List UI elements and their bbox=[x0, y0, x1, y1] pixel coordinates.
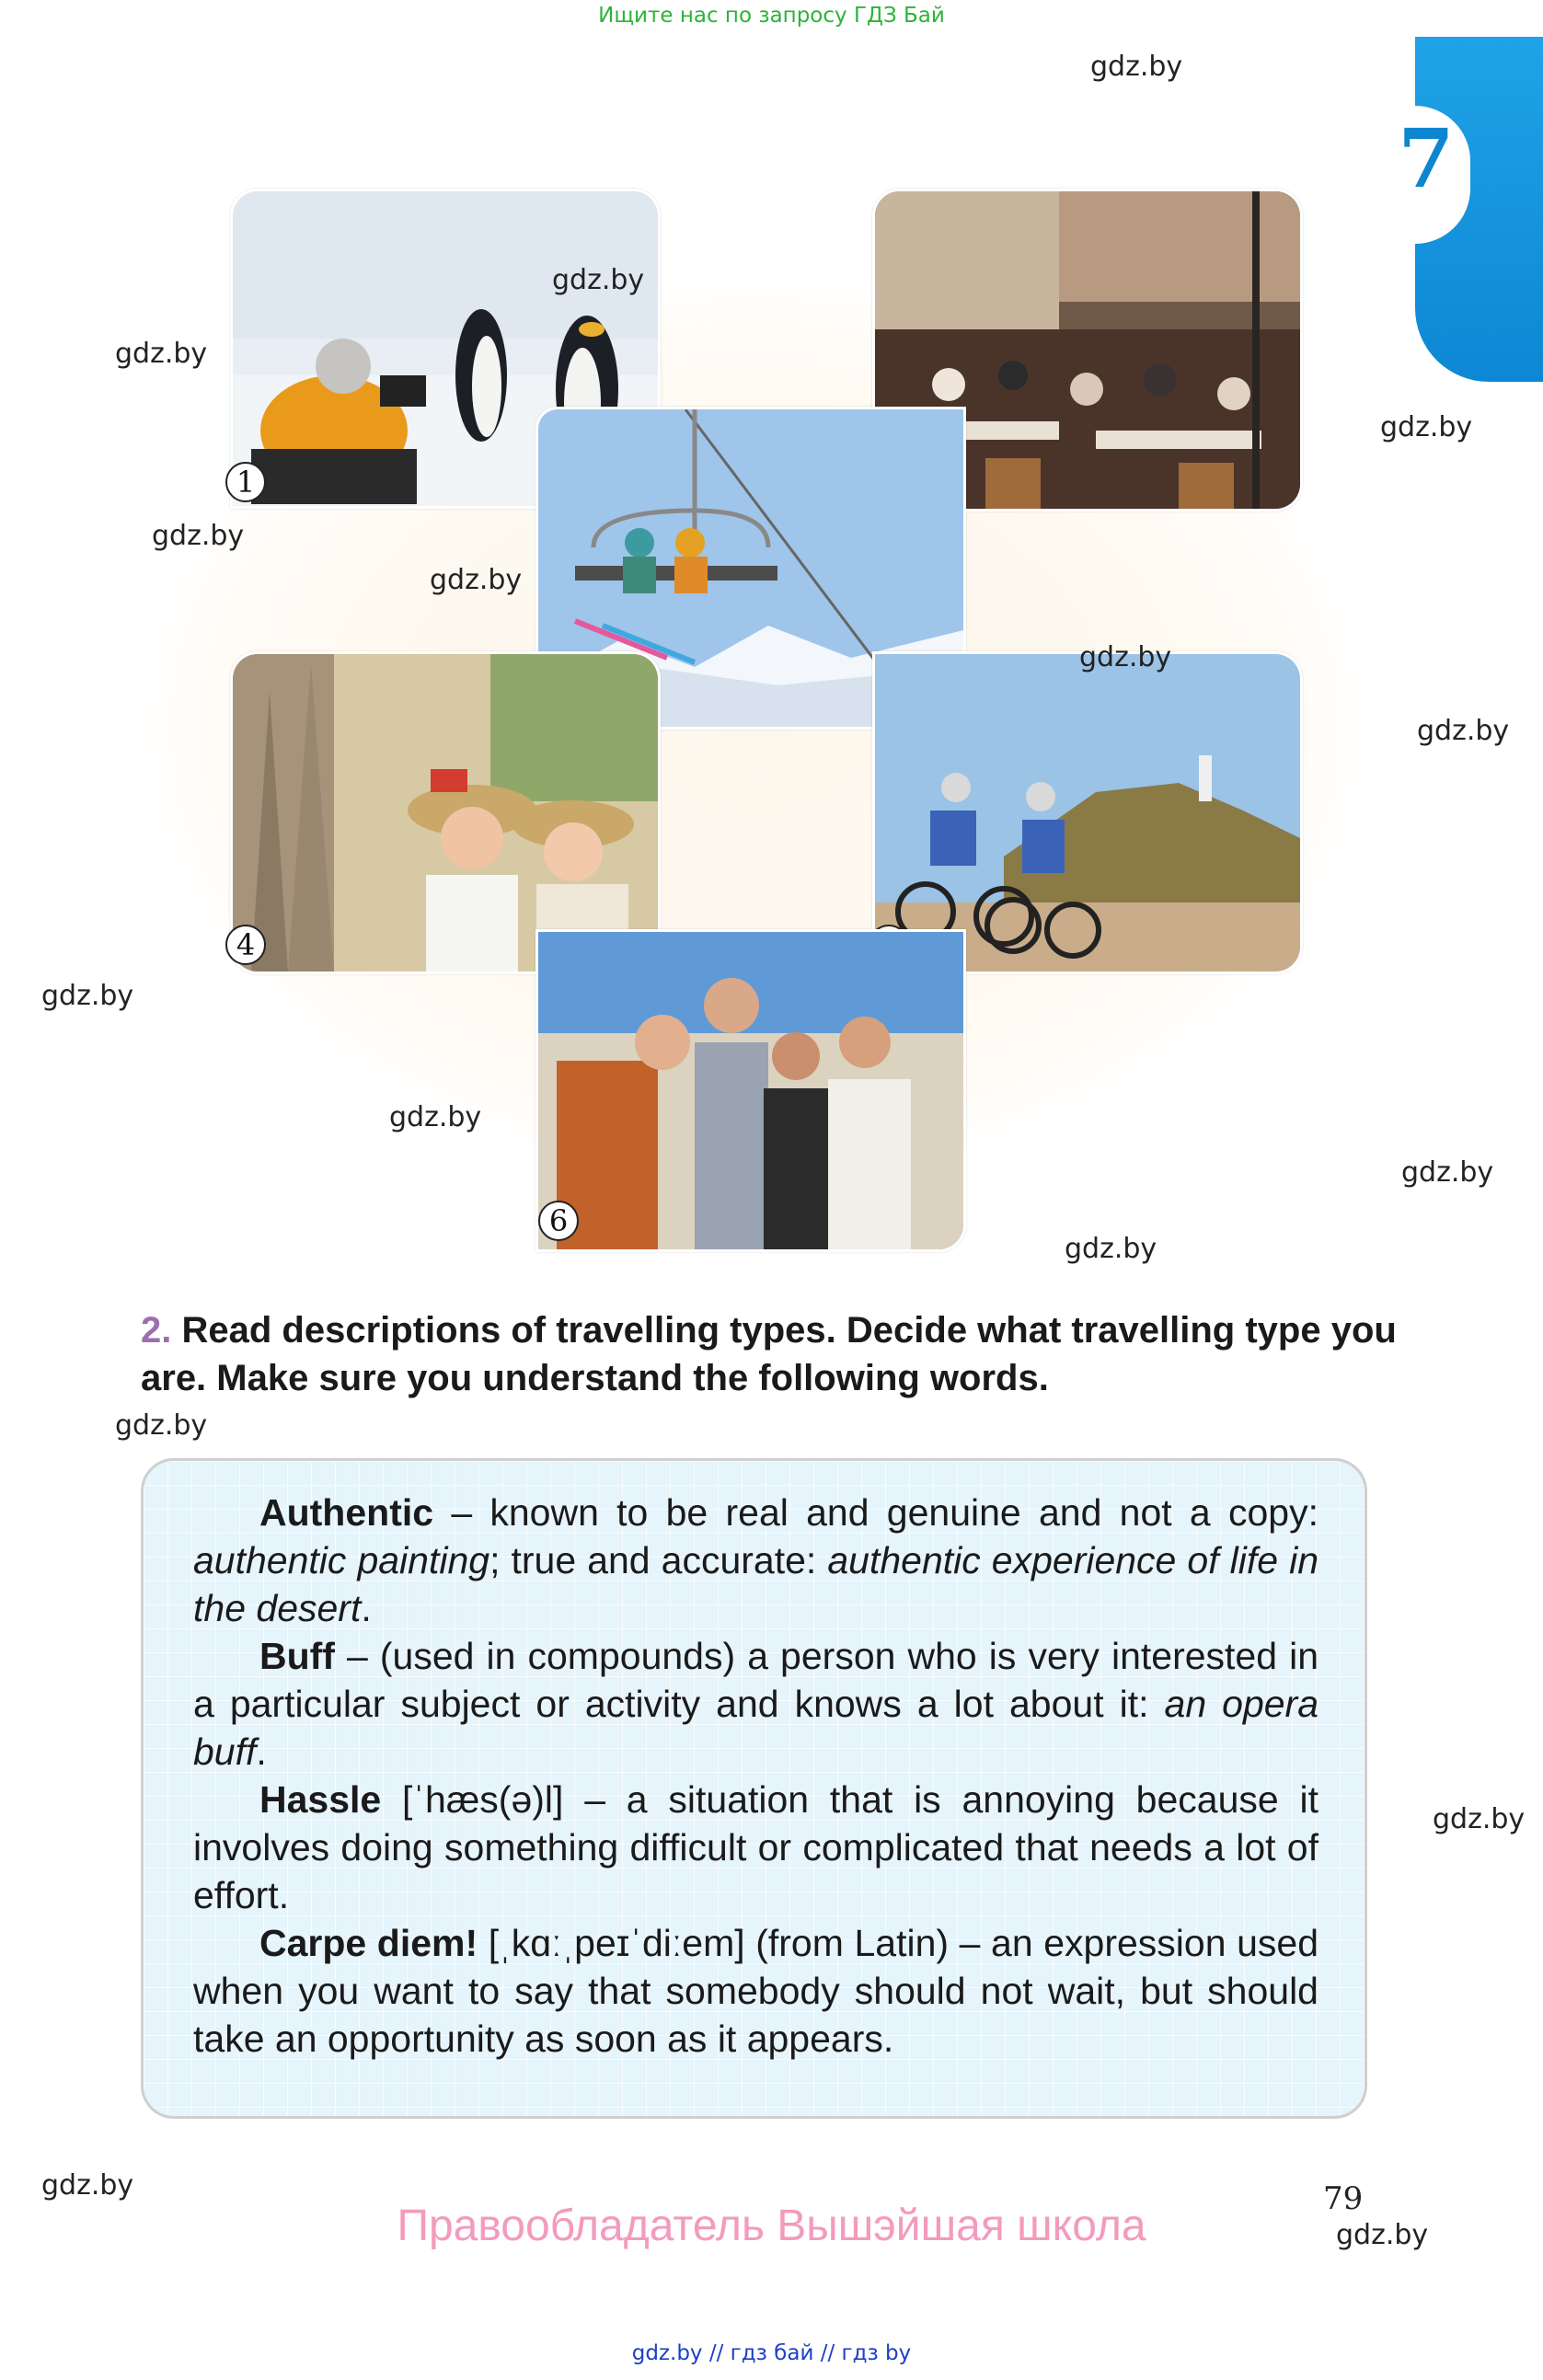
watermark: gdz.by bbox=[389, 1101, 482, 1133]
unit-number: 7 bbox=[1398, 110, 1455, 206]
watermark: gdz.by bbox=[430, 564, 523, 596]
watermark: gdz.by bbox=[115, 338, 208, 370]
vocab-term: Authentic bbox=[259, 1491, 434, 1534]
vocab-entry-carpe-diem: Carpe diem! [ˌkɑːˌpeɪˈdiːem] (from Latin) – an expression used when you want to say that somebody should not wait, but should take an opportunity as soon as it appears. bbox=[193, 1922, 1318, 2060]
watermark: gdz.by bbox=[152, 520, 245, 552]
vocab-entry-hassle: Hassle [ˈhæs(ə)l] – a situation that is annoying because it involves doing something difficult or complicated that needs a lot of effort. bbox=[193, 1778, 1318, 1916]
watermark: gdz.by bbox=[115, 1409, 208, 1442]
watermark: gdz.by bbox=[1079, 641, 1172, 673]
photo-selfie bbox=[230, 651, 661, 974]
watermark: gdz.by bbox=[1336, 2219, 1429, 2251]
vocab-entry-buff: Buff – (used in compounds) a person who is very interested in a particular subject or activity and knows a lot about it: an opera buff. bbox=[193, 1635, 1319, 1773]
watermark: gdz.by bbox=[41, 2169, 134, 2202]
watermark: gdz.by bbox=[1380, 411, 1473, 443]
task-text: Read descriptions of travelling types. Decide what travelling type you are. Make sure you understand the following words. bbox=[141, 1310, 1397, 1398]
top-banner[interactable]: Ищите нас по запросу ГДЗ Бай bbox=[598, 4, 945, 28]
watermark: gdz.by bbox=[552, 264, 645, 296]
vocab-term: Carpe diem! bbox=[259, 1922, 478, 1964]
watermark: gdz.by bbox=[1417, 715, 1510, 747]
watermark: gdz.by bbox=[1401, 1156, 1494, 1189]
watermark: gdz.by bbox=[41, 980, 134, 1012]
photo-friends bbox=[535, 929, 966, 1252]
photo-number-badge: 6 bbox=[538, 1201, 579, 1241]
page-number: 79 bbox=[1323, 2180, 1364, 2217]
photo-number-badge: 1 bbox=[225, 462, 266, 502]
watermark: gdz.by bbox=[1433, 1803, 1526, 1835]
photo-cyclists bbox=[872, 651, 1303, 974]
task-instruction bbox=[141, 1306, 1429, 1402]
watermark: gdz.by bbox=[1065, 1233, 1157, 1265]
task-number: 2. bbox=[141, 1310, 172, 1351]
vocab-entry-authentic: Authentic – known to be real and genuine and not a copy: authentic painting; true and accurate: authentic experience of life in the desert. bbox=[193, 1491, 1319, 1629]
footer-links[interactable]: gdz.by // гдз бай // гдз by bbox=[631, 2341, 912, 2365]
watermark: gdz.by bbox=[1090, 51, 1183, 83]
vocabulary-box bbox=[141, 1458, 1367, 2119]
copyright-notice: Правообладатель Вышэйшая школа bbox=[397, 2202, 1146, 2250]
vocab-term: Buff bbox=[259, 1635, 335, 1677]
vocab-term: Hassle bbox=[259, 1778, 382, 1821]
photo-number-badge: 4 bbox=[225, 925, 266, 965]
